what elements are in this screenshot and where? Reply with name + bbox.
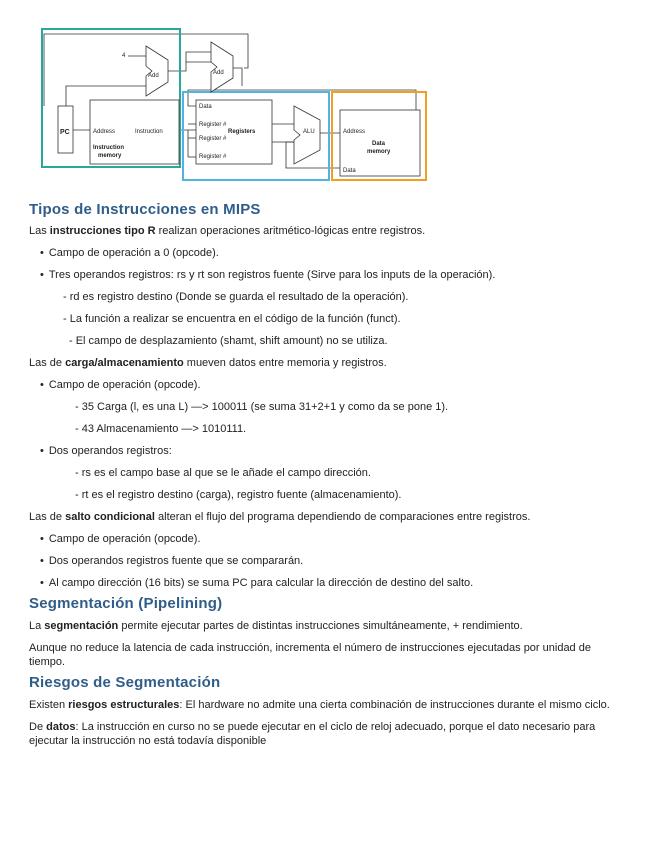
- adder1-label: Add: [148, 73, 159, 79]
- paragraph-tipo-r: Las instrucciones tipo R realizan operaciones aritmético-lógicas entre registros.: [29, 225, 426, 237]
- list-item: • Al campo dirección (16 bits) se suma PC para calcular la dirección de destino del salto.: [29, 576, 625, 590]
- adder-link-wire: [168, 52, 211, 71]
- paragraph-carga: Las de carga/almacenamiento mueven datos entre memoria y registros.: [29, 357, 387, 369]
- const-four-label: 4: [122, 53, 126, 59]
- section-title-riesgos: Riesgos de Segmentación: [29, 674, 221, 691]
- dm-title2: memory: [367, 149, 391, 155]
- im-instruction-label: Instruction: [135, 129, 163, 135]
- list-item: • Campo de operación a 0 (opcode).: [29, 246, 625, 260]
- list-item: • Campo de operación (opcode).: [29, 378, 625, 392]
- adder2-label: Add: [213, 70, 224, 76]
- dm-data-label: Data: [343, 168, 356, 174]
- list-subitem: - rd es registro destino (Donde se guarda el resultado de la operación).: [63, 291, 409, 303]
- rf-data-label: Data: [199, 104, 212, 110]
- list-subitem: - rs es el campo base al que se le añade el campo dirección.: [75, 467, 371, 479]
- rf-reg2-label: Register #: [199, 136, 227, 142]
- section-title-segmentacion: Segmentación (Pipelining): [29, 595, 223, 612]
- adder2-shape: [211, 42, 233, 92]
- alu-label: ALU: [303, 129, 315, 135]
- list-subitem: - El campo de desplazamiento (shamt, shift amount) no se utiliza.: [69, 335, 388, 347]
- dm-title1: Data: [372, 141, 386, 147]
- document-body: [29, 200, 625, 748]
- list-subitem: - rt es el registro destino (carga), registro fuente (almacenamiento).: [75, 489, 402, 501]
- dm-address-label: Address: [343, 129, 366, 135]
- paragraph-latencia: Aunque no reduce la latencia de cada instrucción, incrementa el número de instrucciones ejecutadas por unidad de tiempo.: [29, 642, 591, 668]
- im-title2: memory: [98, 153, 122, 159]
- list-subitem: - La función a realizar se encuentra en el código de la función (funct).: [63, 313, 401, 325]
- list-subitem: - 43 Almacenamiento —> 1010111.: [75, 423, 247, 435]
- list-subitem: - 35 Carga (l, es una L) —> 100011 (se suma 31+2+1 y como da se pone 1).: [75, 401, 449, 413]
- section-title-tipos: Tipos de Instrucciones en MIPS: [29, 201, 261, 218]
- paragraph-datos: De datos: La instrucción en curso no se puede ejecutar en el ciclo de reloj adecuado, porque el dato necesario para ejecutar la instrucción no está todavía disponible: [29, 721, 596, 747]
- paragraph-segmentacion: La segmentación permite ejecutar partes de distintas instrucciones simultáneamente, + rendimiento.: [29, 620, 523, 632]
- adder2-out-wire: [233, 68, 242, 86]
- rf-title: Registers: [228, 129, 256, 135]
- adder1-shape: [146, 46, 168, 96]
- paragraph-salto: Las de salto condicional alteran el flujo del programa dependiendo de comparaciones entre registros.: [29, 511, 531, 523]
- list-item: • Campo de operación (opcode).: [29, 532, 625, 546]
- mips-datapath-diagram: [36, 26, 432, 184]
- im-address-label: Address: [93, 129, 116, 135]
- rf-reg1-label: Register #: [199, 122, 227, 128]
- pc-label: PC: [60, 129, 70, 136]
- list-item: • Tres operandos registros: rs y rt son registros fuente (Sirve para los inputs de la operación).: [29, 268, 625, 282]
- list-item: • Dos operandos registros:: [29, 444, 625, 458]
- alu-shape: [294, 106, 320, 164]
- list-item: • Dos operandos registros fuente que se compararán.: [29, 554, 625, 568]
- rf-reg3-label: Register #: [199, 154, 227, 160]
- im-title1: Instruction: [93, 145, 124, 151]
- paragraph-estructurales: Existen riesgos estructurales: El hardware no admite una cierta combinación de instrucciones durante el mismo ciclo.: [29, 699, 610, 711]
